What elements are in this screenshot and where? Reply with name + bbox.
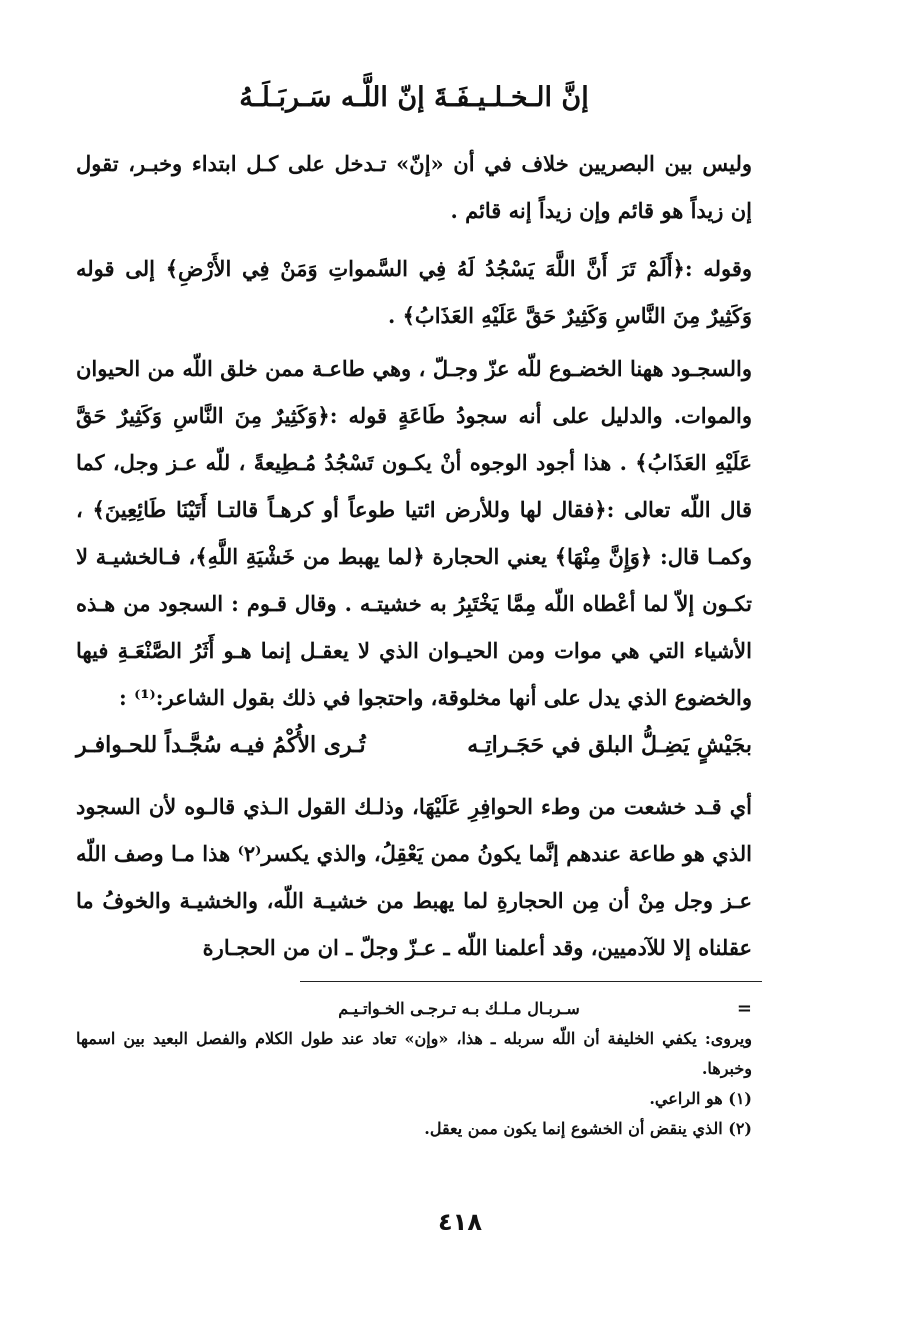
page-number: ٤١٨ [438, 1208, 482, 1236]
footnote-2: (٢) الذي ينقض أن الخشوع إنما يكون ممن يعقل. [424, 1119, 752, 1138]
footnote-continuation [76, 994, 752, 1024]
continuation-verse: سـربـال مـلـك بـه تـرجـى الخـواتـيـم [338, 999, 580, 1018]
paragraph-4: أي قـد خشعت من وطء الحوافِرِ عَلَيْهَا، وذلـك القول الـذي قالـوه لأن السجود الذي هو طاعة عندهم إنَّما يكونُ ممن يَعْقِلُ، والذي يكسر⁽٢⁾ هذا مـا وصف اللّه عـز وجل مِنْ أن مِن الحجارةِ لما يهبط من خشيـة اللّه، والخشيـة والخوفُ ما عقلناه إلا للآدميين، وقد أعلمنا اللّه ـ عـزّ وجلّ ـ ان من الحجـارة [76, 794, 752, 960]
footnote-divider [300, 981, 762, 982]
footnote-1: (١) هو الراعي. [649, 1089, 752, 1108]
footnote-variant: ويروى: يكفي الخليفة أن اللّه سربله ـ هذا، «وإن» تعاد عند طول الكلام والفصل البعيد بين اسمها وخبرها. [76, 1029, 752, 1078]
paragraph-3: والسجـود ههنا الخضـوع للّه عزّ وجـلّ ، وهي طاعـة ممن خلق اللّه من الحيوان والموات. والدليل على أنه سجودُ طَاعَةٍ قوله :﴿وَكَثِيرٌ مِنَ النَّاسِ وَكَثِيرٌ حَقَّ عَلَيْهِ العَذَابُ﴾ . هذا أجود الوجوه أنْ يكـون تَسْجُدُ مُـطِيعةً ، للّه عـز وجل، كما قال اللّه تعالى :﴿فقال لها وللأرض ائتيا طوعاً أو كرهـاً قالتـا أَتَيْنَا طَائِعِينَ﴾ ، وكمـا قال: ﴿وَإِنَّ مِنْهَا﴾ يعني الحجارة ﴿لما يهبط من خَشْيَةِ اللَّهِ﴾، فـالخشيـة لا تكـون إلاّ لما أعْطاه اللّه مِمَّا يَخْتَبِرُ به خشيتـه . وقال قـوم : السجود من هـذه الأشياء التي هي موات ومن الحيـوان الذي لا يعقـل إنما هـو أَثَرُ الصَّنْعَـةِ فيها والخضوع الذي يدل على أنها مخلوقة، واحتجوا في ذلك بقول الشاعر:⁽¹⁾ : [76, 356, 752, 710]
continuation-marker: = [736, 998, 752, 1019]
paragraph-1: وليس بين البصريين خلاف في أن «إنّ» تـدخل على كـل ابتداء وخبـر، تقول إن زيداً هو قائم وإن زيداً إنه قائم . [76, 151, 752, 223]
paragraph-2-quran-quote: وقوله :﴿أَلَمْ تَرَ أَنَّ اللَّهَ يَسْجُدُ لَهُ فِي السَّمواتِ وَمَنْ فِي الأَرْضِ﴾ إلى قوله وَكَثِيرٌ مِنَ النَّاسِ وَكَثِيرٌ حَقَّ عَلَيْهِ العَذَابُ﴾ . [76, 256, 752, 328]
footnotes [76, 994, 752, 1144]
poem-hemistich-left: تُـرى الأُكْمُ فيـه سُجَّـداً للحـوافـر [76, 732, 366, 758]
page-header-verse: إنَّ الـخـلـيـفَـةَ إنّ اللَّـه سَـربَـلَـهُ [239, 82, 589, 113]
poem-hemistich-right: بجَيْشٍ يَضِـلُّ البلق في حَجَـراتِـه [467, 732, 752, 758]
poem-verse [76, 720, 752, 770]
